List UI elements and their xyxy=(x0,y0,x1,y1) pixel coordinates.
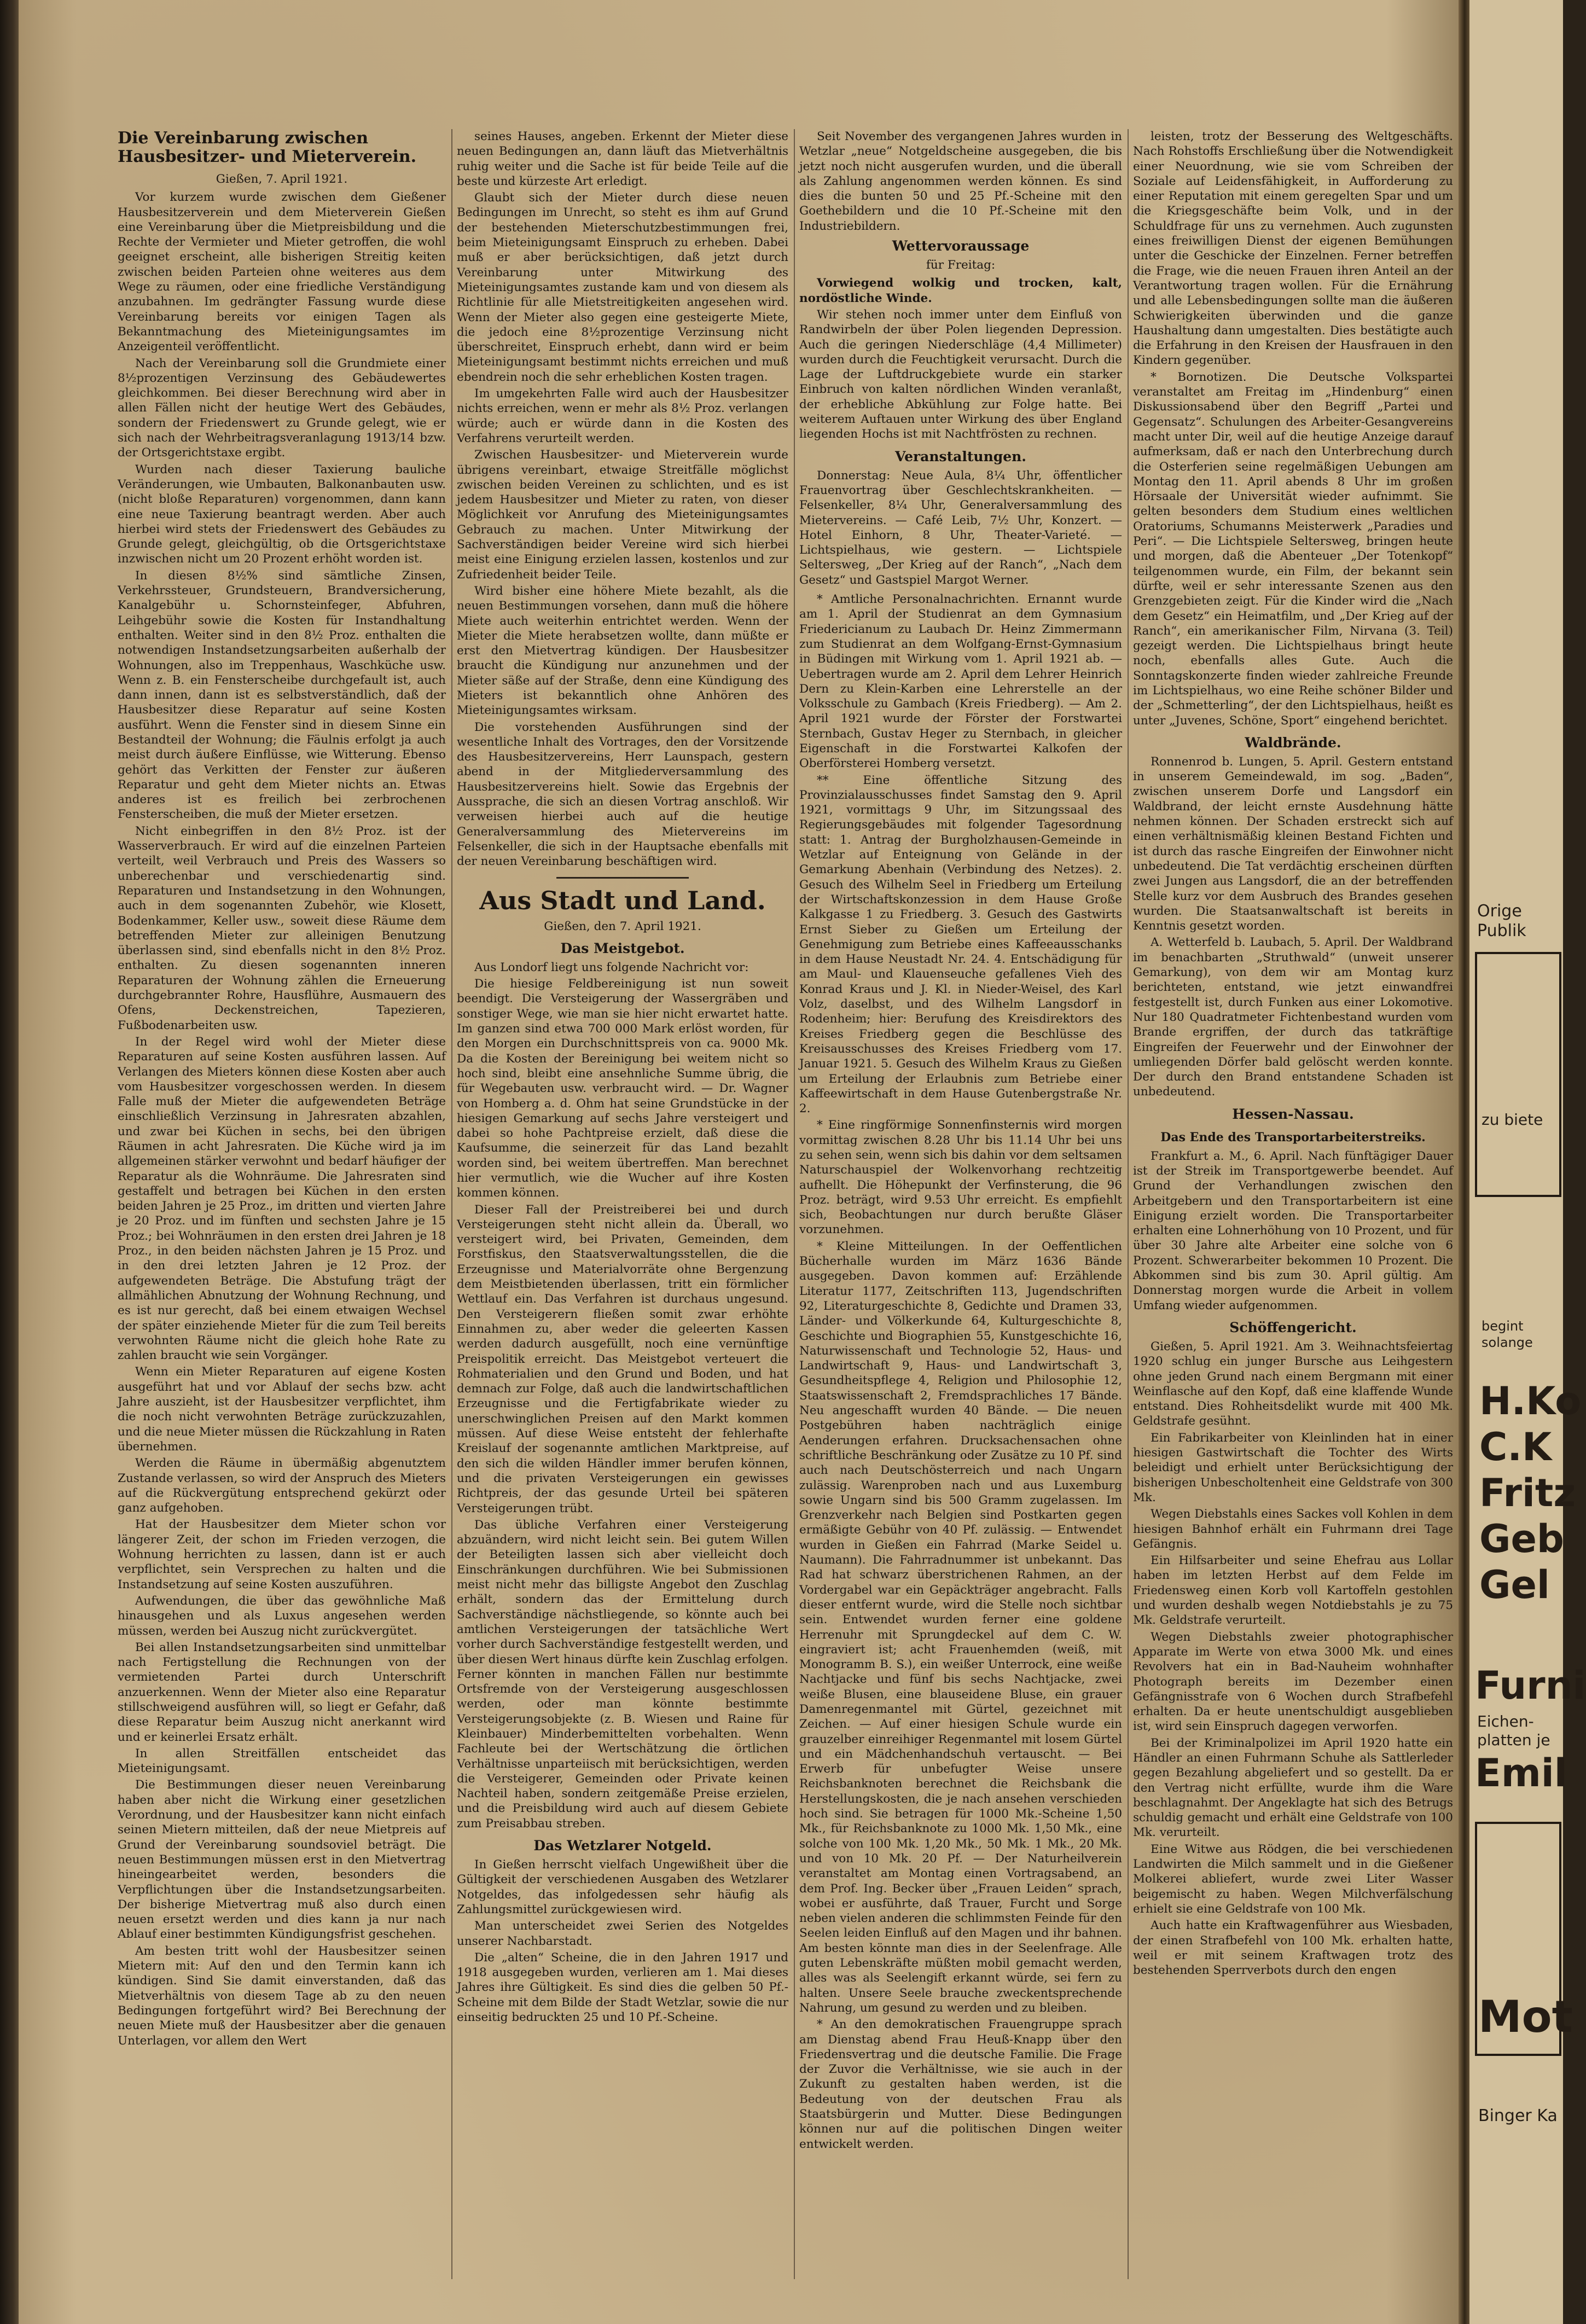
column-rule xyxy=(1128,129,1129,2279)
ad-fragment: Binger Ka xyxy=(1478,2106,1558,2125)
paragraph: * An den demokratischen Frauengruppe sprach am Dienstag abend Frau Heuß-Knapp über den Friedensvertrag und die deutsche Familie. Die Frage der Zuvor die Verhältnisse, wie sie auch in der Zukunft zu gestalten haben werden, ist die Bedeutung von der deutschen Frau als Staatsbürgerin und Mutter. Diese Bedingungen können nur auf die politischen Dingen weiter entwickelt werden. xyxy=(799,2018,1122,2151)
paragraph: Vor kurzem wurde zwischen dem Gießener Hausbesitzerverein und dem Mieterverein Gießen eine Vereinbarung über die Mietpreisbildung und die Rechte der Vermieter und Mieter getroffen, die wohl geeignet erscheint, alle bisherigen Streitig keiten zwischen beiden Parteien ohne weiteres aus dem Wege zu räumen, oder eine friedliche Verständigung anzubahnen. Im gedrängter Fassung wurde diese Vereinbarung bereits vor einigen Tagen als Bekanntmachung des Mieteinigungsamtes im Anzeigenteil veröffentlicht. xyxy=(118,190,446,354)
ad-fragment: zu biete xyxy=(1482,1111,1543,1129)
paragraph: leisten, trotz der Besserung des Weltgeschäfts. Nach Rohstoffs Erschließung über die Notwendigkeit einer Neuordnung, wie sie vom Schreiben der Soziale auf Leidensfähigkeit, in Aufforderung zu einer Reputation mit einem geregelten Spar und um die Kriegsgeschäfte beim Volk, und in der Schuldfrage für uns zu vernehmen. Auch zugunsten eines freiwilligen Dienst der eigenen Bemühungen unter die Geschicke der Einzelnen. Ferner betreffen die Frage, wie die neuen Frauen ihren Anteil an der Verantwortung tragen wollen. Für die Ernährung und alle Lebensbedingungen sollte man die äußeren Schwierigkeiten überwinden und die ganze Haushaltung dann umgestalten. Dies bestätigte auch die Erfahrung in den Kreisen der Hausfrauen in den Kindern gegenüber. xyxy=(1133,130,1453,368)
book-spine-left xyxy=(0,0,19,2324)
paragraph: Im umgekehrten Falle wird auch der Hausbesitzer nichts erreichen, wenn er mehr als 8½ Proz. verlangen würde; auch er würde dann in die Kosten des Verfahrens verurteilt werden. xyxy=(457,387,788,445)
ad-fragment: Orige xyxy=(1477,902,1522,921)
paragraph: Wegen Diebstahls zweier photographischer Apparate im Werte von etwa 3000 Mk. und eines Revolvers hat ein in Bad-Nauheim wohnhafter Photograph bereits im Dezember einen Gefängnisstrafe von 6 Wochen durch Strafbefehl erhalten. Da er heute unentschuldigt ausgeblieben ist, wird sein Einspruch dagegen verworfen. xyxy=(1133,1630,1453,1734)
paragraph: Gießen, 5. April 1921. Am 3. Weihnachtsfeiertag 1920 schlug ein junger Bursche aus Leihgestern ohne jeden Grund nach einem Bergmann mit einer Weinflasche auf den Kopf, daß eine klaffende Wunde entstand. Dies Rohheitsdelikt wurde mit 400 Mk. Geldstrafe gesühnt. xyxy=(1133,1339,1453,1428)
paragraph: In der Regel wird wohl der Mieter diese Reparaturen auf seine Kosten ausführen lassen. Auf Verlangen des Mieters können diese Kosten aber auch vom Hausbesitzer vorgeschossen werden. In diesem Falle muß der Mieter die aufgewendeten Beträge einschließlich Verzinsung in Jahresraten abzahlen, und zwar bei Küchen in sechs, bei den übrigen Räumen in acht Jahresraten. Die Küche wird ja im allgemeinen stärker verwohnt und bedarf häufiger der Reparatur als die Wohnräume. Die Jahresraten sind gestaffelt und betragen bei Küchen in den ersten beiden Jahren je 25 Proz., im dritten und vierten Jahre je 20 Proz. und im fünften und sechsten Jahre je 15 Proz.; bei Wohnräumen in den ersten drei Jahren je 18 Proz., in den beiden nächsten Jahren je 15 Proz. und in den drei letzten Jahren je 12 Proz. der aufgewendeten Beträge. Die Abstufung trägt der allmählichen Abnutzung der Wohnung Rechnung, und es ist nur gerecht, daß bei einem etwaigen Wechsel der später einziehende Mieter für die zum Teil bereits verwohnten Räume nicht die gleich hohe Rate zu zahlen braucht wie sein Vorgänger. xyxy=(118,1035,446,1363)
paragraph: Eine Witwe aus Rödgen, die bei verschiedenen Landwirten die Milch sammelt und in die Gießener Molkerei abliefert, wurde zwei Liter Wasser beigemischt zu haben. Wegen Milchverfälschung erhielt sie eine Geldstrafe von 100 Mk. xyxy=(1133,1842,1453,1916)
column-1 xyxy=(118,129,446,2296)
ad-fragment: Publik xyxy=(1477,921,1526,940)
paragraph: Zwischen Hausbesitzer- und Mieterverein wurde übrigens vereinbart, etwaige Streitfälle möglichst zwischen beiden Vereinen zu schlichten, und es ist jedem Hausbesitzer und Mieter zu raten, von dieser Möglichkeit vor Anrufung des Mieteinigungsamtes Gebrauch zu machen. Unter Mitwirkung der Sachverständigen beider Vereine wird sich hierbei meist eine Einigung erzielen lassen, kostenlos und zur Zufriedenheit beider Teile. xyxy=(457,448,788,582)
ad-fragment: begint xyxy=(1482,1318,1524,1334)
paragraph: * Eine ringförmige Sonnenfinsternis wird morgen vormittag zwischen 8.28 Uhr bis 11.14 Uhr bei uns zu sehen sein, wenn sich bis dahin vor dem seltsamen Naturschauspiel der Wolkenvorhang rechtzeitig aufhellt. Die Höhepunkt der Verfinsterung, die 96 Proz. beträgt, wird 9.53 Uhr erreicht. Es empfiehlt sich, Beobachtungen nur durch berußte Gläser vorzunehmen. xyxy=(799,1118,1122,1237)
article-title-waldbraende: Waldbrände. xyxy=(1245,734,1341,751)
paragraph: Frankfurt a. M., 6. April. Nach fünftägiger Dauer ist der Streik im Transportgewerbe beendet. Auf Grund der Verhandlungen zwischen den Arbeitgebern und den Transportarbeitern ist eine Einigung erzielt worden. Die Transportarbeiter erhalten eine Lohnerhöhung von 10 Prozent, und für über 30 Jahre alte Arbeiter eine solche von 6 Prozent. Schwerarbeiter bekommen 10 Prozent. Die Abkommen sind bis zum 30. April gültig. Am Donnerstag morgen wurde die Arbeit in vollem Umfang wieder aufgenommen. xyxy=(1133,1149,1453,1312)
paragraph: * Kleine Mitteilungen. In der Oeffentlichen Bücherhalle wurden im März 1636 Bände ausgegeben. Davon kommen auf: Erzählende Literatur 1177, Zeitschriften 113, Jugendschriften 92, Literaturgeschichte 8, Gedichte und Dramen 33, Länder- und Völkerkunde 64, Kulturgeschichte 8, Geschichte und Biographien 55, Kunstgeschichte 16, Naturwissenschaft und Technologie 52, Haus- und Landwirtschaft 9, Haus- und Landwirtschaft 3, Gesundheitspflege 4, Religion und Philosophie 12, Staatswissenschaft 2, Fremdsprachliches 17 Bände. Neu angeschafft wurden 40 Bände. — Die neuen Postgebühren haben nachträglich einige Aenderungen erfahren. Drucksachensachen ohne schriftliche Beschränkung oder Zusätze zu 10 Pf. sind auch nach Deutschösterreich und nach Ungarn zulässig. Warenproben nach und aus Luxemburg sowie Ungarn sind bis 500 Gramm zugelassen. Im Grenzverkehr nach Belgien sind Postkarten gegen ermäßigte Gebühr von 40 Pf. zulässig. — Entwendet wurden in Gießen ein Fahrrad (Marke Seidel u. Naumann). Die Fahrradnummer ist unbekannt. Das Rad hat schwarz überstrichenen Rahmen, an der Vordergabel war ein Gepäckträger angebracht. Falls dieser entfernt wurde, wird die Stelle noch sichtbar sein. Entwendet wurden ferner eine goldene Herrenuhr mit Sprungdeckel auf dem C. W. eingraviert ist; acht Frauenhemden (weiß, mit Monogramm B. S.), ein weißer Unterrock, eine weiße Nachtjacke und fünf bis sechs Nachtjacke, zwei weiße Blusen, eine blauseidene Bluse, ein grauer Damenregenmantel mit Gürtel, gezeichnet mit Zeichen. — Auf einer hiesigen Schule wurde ein grauzelber einreihiger Regenmantel mit losem Gürtel und ein Mädchenhandschuh vertauscht. — Bei Erwerb für unbefugter Weise unsere Reichsbanknoten berechnet die Reichsbank die Herstellungskosten, die je nach ansehen verschieden hoch sind. Sie betragen für 1000 Mk.-Scheine 1,50 Mk., für Reichsbanknote zu 1000 Mk. 1,50 Mk., eine solche von 100 Mk. 1,20 Mk., 50 Mk. 1 Mk., 20 Mk. und von 10 Mk. 20 Pf. — Der Naturheilverein veranstaltet am Montag einen Vortragsabend, an dem Prof. Ing. Becker über „Frauen Leiden“ sprach, wobei er ausführte, daß Trauer, Furcht und Sorge neben vielen anderen die schlimmsten Feinde für den Seelen leiden Einfluß auf den Magen und ihr bahnen. Am besten könnte man dies in der Seelenfrage. Alle guten Lebenskräfte müßten mobil gemacht werden, alles was als Seelengift erkannt würde, sei fern zu halten. Unsere Seele brauche zweckentsprechende Nahrung, um gesund zu werden und zu bleiben. xyxy=(799,1239,1122,2015)
paragraph: Auch hatte ein Kraftwagenführer aus Wiesbaden, der einen Strafbefehl von 100 Mk. erhalten hatte, weil er mit seinem Kraftwagen trotz des bestehenden Sperrverbots durch den engen xyxy=(1133,1919,1453,1978)
ad-fragment: Geb xyxy=(1479,1517,1565,1561)
weather-title: Wettervoraussage xyxy=(892,238,1030,254)
paragraph: ** Eine öffentliche Sitzung des Provinzialausschusses findet Samstag den 9. April 1921, vormittags 9 Uhr, im Sitzungssaal des Regierungsgebäudes mit folgender Tagesordnung statt: 1. Antrag der Burgholzhausen-Gemeinde in Wetzlar auf Enteignung von Gelände in der Gemarkung Abenhain (Verbindung des Netzes). 2. Gesuch des Wilhelm Seel in Friedberg um Erteilung der Wirtschaftskonzession in dem Hause Große Kalkgasse 1 zu Friedberg. 3. Gesuch des Gastwirts Ernst Sieber zu Gießen um Erteilung der Genehmigung zum Betriebe eines Kaffeeausschanks in dem Hause Neustadt Nr. 24. 4. Entschädigung für am Maul- und Klauenseuche gefallenes Vieh des Konrad Kraus und J. Kl. in Nieder-Weisel, des Karl Volz, daselbst, und des Wilhelm Langsdorf in Rodenheim; hier: Berufung des Kreisdirektors des Kreises Friedberg gegen die Beschlüsse des Kreisausschusses des Kreises Friedberg vom 17. Januar 1921. 5. Gesuch des Wilhelm Kraus zu Gießen um Erteilung der Erlaubnis zum Betriebe einer Kaffeewirtschaft in dem Hause Gutenbergstraße Nr. 2. xyxy=(799,773,1122,1116)
paragraph: A. Wetterfeld b. Laubach, 5. April. Der Waldbrand im benachbarten „Struthwald“ (unweit unserer Gemarkung), von dem wir am Montag kurz berichteten, entstand, wie jetzt einwandfrei festgestellt ist, durch Funken aus einer Lokomotive. Nur 180 Quadratmeter Fichtenbestand wurden vom Brande ergriffen, der durch das tatkräftige Eingreifen der Feuerwehr und der Einwohner der umliegenden Dörfer bald gelöscht werden konnte. Der durch den Brand entstandene Schaden ist unbedeutend. xyxy=(1133,936,1453,1099)
ad-fragment: Furni xyxy=(1475,1663,1586,1708)
article-title-streik: Das Ende des Transportarbeiterstreiks. xyxy=(1160,1130,1426,1144)
paragraph: Nicht einbegriffen in den 8½ Proz. ist der Wasserverbrauch. Er wird auf die einzelnen Parteien verteilt, weil Verbrauch und Preis des Wassers so unberechenbar und verschiedenartig sind. Reparaturen und Instandsetzung in den Wohnungen, auch in dem sogenannten Zubehör, wie Klosett, Bodenkammer, Keller usw., soweit diese Räume dem betreffenden Mieter zur alleinigen Benutzung überlassen sind, sind ebenfalls nicht in den 8½ Proz. enthalten. Zu diesen sogenannten inneren Reparaturen der Wohnung zählen die Erneuerung durchgebrannter Rohre, Hausflühre, Ausmauern des Ofens, Deckenstreichen, Tapezieren, Fußbodenarbeiten usw. xyxy=(118,824,446,1032)
paragraph: Bei allen Instandsetzungsarbeiten sind unmittelbar nach Fertigstellung die Rechnungen von der vermietenden Partei durch Unterschrift anzuerkennen. Wenn der Mieter also eine Reparatur stillschweigend ausführen will, so liegt er Gefahr, daß diese Reparatur beim Auszug nicht anerkannt wird und er keinerlei Ersatz erhält. xyxy=(118,1640,446,1744)
book-gutter xyxy=(1459,0,1469,2324)
paragraph: Hat der Hausbesitzer dem Mieter schon vor längerer Zeit, der schon im Frieden verzogen, die Wohnung herrichten zu lassen, dann ist er auch verpflichtet, sein Versprechen zu halten und die Instandsetzung auf seine Kosten auszuführen. xyxy=(118,1518,446,1591)
paragraph: Seit November des vergangenen Jahres wurden in Wetzlar „neue“ Notgeldscheine ausgegeben, die bis jetzt noch nicht ausgerufen wurden, und die überall als Zahlung angenommen werden können. Es sind dies die bunten 50 und 25 Pf.-Scheine mit den Goethebildern und die 10 Pf.-Scheine mit den Industriebildern. xyxy=(799,130,1122,233)
article-headline-vereinbarung: Die Vereinbarung zwischen Hausbesitzer- und Mieterverein. xyxy=(118,129,417,166)
next-page-fragment xyxy=(1469,0,1586,2324)
paragraph: Wird bisher eine höhere Miete bezahlt, als die neuen Bestimmungen vorsehen, dann muß die höhere Miete auch weiterhin entrichtet werden. Wenn der Mieter die Miete herabsetzen wollte, dann müßte er erst den Mietvertrag kündigen. Der Hausbesitzer braucht die Kündigung nur anzunehmen und der Mieter säße auf der Straße, denn eine Kündigung des Mieters ist bekanntlich ohne Anhören des Mieteinigungsamtes wirksam. xyxy=(457,584,788,718)
article-title-notgeld: Das Wetzlarer Notgeld. xyxy=(533,1838,712,1854)
column-rule xyxy=(794,129,795,2279)
paragraph: In Gießen herrscht vielfach Ungewißheit über die Gültigkeit der verschiedenen Ausgaben des Wetzlarer Notgeldes, das infolgedessen sehr häufig als Zahlungsmittel zurückgewiesen wird. xyxy=(457,1858,788,1916)
section-title-stadt-und-land: Aus Stadt und Land. xyxy=(479,885,766,915)
paragraph: Ronnenrod b. Lungen, 5. April. Gestern entstand in unserem Gemeindewald, im sog. „Baden“, zwischen unserem Dorfe und Langsdorf ein Waldbrand, der leicht ernste Ausdehnung hätte nehmen können. Der Schaden erstreckt sich auf einen verhältnismäßig kleinen Bestand Fichten und ist durch das rasche Eingreifen der Einwohner nicht unbedeutend. Die Tat verdächtig erscheinen dürften zwei Jungen aus Langsdorf, die an der betreffenden Stelle kurz vor dem Ausbruch des Brandes gesehen wurden. Die Staatsanwaltschaft ist bereits in Kenntnis gesetzt worden. xyxy=(1133,754,1453,933)
ad-fragment: Mot xyxy=(1478,1991,1573,2042)
paragraph: Vorwiegend wolkig und trocken, kalt, nordöstliche Winde. xyxy=(799,276,1122,305)
paragraph: In allen Streitfällen entscheidet das Mieteinigungsamt. xyxy=(118,1746,446,1776)
paragraph: Donnerstag: Neue Aula, 8¼ Uhr, öffentlicher Frauenvortrag über Geschlechtskrankheiten. — Felsenkeller, 8¼ Uhr, Generalversammlung des Mietervereins. — Café Leib, 7½ Uhr, Konzert. — Hotel Einhorn, 8 Uhr, Theater-Varieté. — Lichtspielhaus, wie gestern. — Lichtspiele Seltersweg, „Der Krieg auf der Ranch“, „Nach dem Gesetz“ und Gastspiel Margot Werner. xyxy=(799,468,1122,587)
paragraph: Wir stehen noch immer unter dem Einfluß von Randwirbeln der über Polen liegenden Depression. Auch die geringen Niederschläge (4,4 Millimeter) wurden durch die Feuchtigkeit verursacht. Durch die Lage der Luftdruckgebiete wurde ein starker Einbruch von kalten nördlichen Winden veranlaßt, der erhebliche Abkühlung zur Folge hatte. Bei weiterem Auftauen unter Wirkung des über England liegenden Hochs ist mit Nachtfrösten zu rechnen. xyxy=(799,307,1122,441)
ad-fragment: solange xyxy=(1482,1335,1533,1350)
paragraph: Glaubt sich der Mieter durch diese neuen Bedingungen im Unrecht, so steht es ihm auf Grund der bestehenden Mieterschutzbestimmungen frei, beim Mieteinigungsamt Einspruch zu erheben. Dabei muß er aber berücksichtigen, daß jetzt durch Vereinbarung unter Mitwirkung des Mieteinigungsamtes zustande kam und von diesem als Richtlinie für alle Mietstreitigkeiten angesehen wird. Wenn der Mieter also gegen eine gesteigerte Miete, die jedoch eine 8½prozentige Verzinsung nicht überschreitet, Einspruch erhebt, dann wird er beim Mieteinigungsamt bestimmt nichts erreichen und muß ebendrein noch die sehr erheblichen Kosten tragen. xyxy=(457,191,788,384)
paragraph: Die vorstehenden Ausführungen sind der wesentliche Inhalt des Vortrages, den der Vorsitzende des Hausbesitzervereins, Herr Launspach, gestern abend in der Mitgliederversammlung des Hausbesitzervereins hielt. Sowie das Ergebnis der Aussprache, die sich an diesen Vortrag anschloß. Wir verweisen hierbei auch auf die heutige Generalversammlung des Mietervereins im Felsenkeller, die sich in der Hauptsache ebenfalls mit der neuen Vereinbarung beschäftigen wird. xyxy=(457,720,788,869)
paragraph: Bei der Kriminalpolizei im April 1920 hatte ein Händler an einen Fuhrmann Schuhe als Sattlerleder gegen Bezahlung abgeliefert und so gestellt. Da er den Vertrag nicht erfüllte, wurde ihm die Ware beschlagnahmt. Der Angeklagte hat sich des Betrugs schuldig gemacht und erhält eine Geldstrafe von 100 Mk. verurteilt. xyxy=(1133,1736,1453,1840)
paragraph: In diesen 8½% sind sämtliche Zinsen, Verkehrssteuer, Grundsteuern, Brandversicherung, Kanalgebühr u. Schornsteinfeger, Abfuhren, Leihgebühr sowie die Kosten für Instandhaltung enthalten. Weiter sind in den 8½ Proz. enthalten die notwendigen Instandsetzungsarbeiten außerhalb der Wohnungen, also im Treppenhaus, Waschküche usw. Wenn z. B. ein Fensterscheibe durchgefault ist, auch dann innen, dann ist es selbstverständlich, daß der Hausbesitzer diese Reparatur auf seine Kosten ausführt. Wenn die Fenster sind in diesem Sinne ein Bestandteil der Wohnung; die Fäulnis erfolgt ja auch meist durch äußere Einflüsse, wie Witterung. Ebenso gehört das Verkitten der Fenster zur äußeren Reparatur und geht dem Mieter nichts an. Etwas anderes ist es freilich bei zerbrochenen Fensterscheiben, die muß der Mieter ersetzen. xyxy=(118,568,446,822)
weather-subtitle: für Freitag: xyxy=(926,258,996,272)
paragraph: Man unterscheidet zwei Serien des Notgeldes unserer Nachbarstadt. xyxy=(457,1919,788,1948)
ad-box xyxy=(1475,952,1561,1197)
paragraph: seines Hauses, angeben. Erkennt der Mieter diese neuen Bedingungen an, dann läuft das Mietverhältnis ruhig weiter und die Sache ist für beide Teile auf die beste und kürzeste Art erledigt. xyxy=(457,130,788,188)
paragraph: * Amtliche Personalnachrichten. Ernannt wurde am 1. April der Studienrat an dem Gymnasium Friedericianum zu Laubach Dr. Heinz Zimmermann zum Studienrat an dem Wolfgang-Ernst-Gymnasium in Büdingen mit Wirkung vom 1. April 1921 ab. — Uebertragen wurde am 2. April dem Lehrer Heinrich Dern zu Klein-Karben eine Lehrerstelle an der Volksschule zu Gambach (Kreis Friedberg). — Am 2. April 1921 wurde der Förster der Forstwartei Sternbach, Gustav Heger zu Sternbach, in gleicher Eigenschaft in die Forstwartei Kalkofen der Oberförsterei Homberg versetzt. xyxy=(799,592,1122,771)
paragraph: * Bornotizen. Die Deutsche Volkspartei veranstaltet am Freitag im „Hindenburg“ einen Diskussionsabend über den Begriff „Partei und Gegensatz“. Schulungen des Arbeiter-Gesangvereins macht unter Dir, weil auf die heutige Anzeige darauf aufmerksam, daß er nach den Unterbrechung durch die Osterferien seine regelmäßigen Uebungen am Montag den 11. April abends 8 Uhr im großen Hörsaale der Universität wieder aufnimmt. Sie gelten besonders dem Studium eines weltlichen Oratoriums, Schumanns Meisterwerk „Paradies und Peri“. — Die Lichtspiele Seltersweg, bringen heute und morgen, daß die Abenteuer „Der Totenkopf“ teilgenommen wurde, ein Film, der bekannt sein dürfte, weil er sehr interessante Szenen aus den Grenzgebieten zeigt. Für die Kinder wird die „Nach dem Gesetz“ ein Heimatfilm, und „Der Krieg auf der Ranch“, ein amerikanischer Film, Nirvana (3. Teil) gezeigt werden. Die Lichtspielhaus bringt heute noch, ebenfalls alles Gute. Auch die Sonntagskonzerte finden wieder zahlreiche Freunde im Lichtspielhaus, wo eine Reihe schöner Bilder und der „Schmetterling“, der den Lichtspielhaus, heißt es unter „Juvenes, Schöne, Sport“ eingehend berichtet. xyxy=(1133,370,1453,728)
ad-fragment: C.K xyxy=(1479,1425,1552,1469)
paragraph: Wurden nach dieser Taxierung bauliche Veränderungen, wie Umbauten, Balkonanbauten usw. (nicht bloße Reparaturen) vorgenommen, dann kann eine neue Taxierung beantragt werden. Aber auch hierbei wird stets der Friedenswert des Gebäudes zu Grunde gelegt, gleichgültig, ob die Ortsgerichtstaxe inzwischen nicht um 20 Prozent erhöht worden ist. xyxy=(118,462,446,566)
column-rule xyxy=(451,129,452,2279)
paragraph: Ein Hilfsarbeiter und seine Ehefrau aus Lollar haben im letzten Herbst auf dem Felde im Friedensweg einen Korb voll Kartoffeln gestohlen und wurden deshalb wegen Notdiebstahls je zu 75 Mk. Geldstrafe verurteilt. xyxy=(1133,1554,1453,1628)
paragraph: Werden die Räume in übermäßig abgenutztem Zustande verlassen, so wird der Anspruch des Mieters auf die Rückvergütung entsprechend gekürzt oder ganz aufgehoben. xyxy=(118,1456,446,1515)
paragraph: Die „alten“ Scheine, die in den Jahren 1917 und 1918 ausgegeben wurden, verlieren am 1. Mai dieses Jahres ihre Gültigkeit. Es sind dies die gelben 50 Pf.-Scheine mit dem Bilde der Stadt Wetzlar, sowie die nur einseitig bedruckten 25 und 10 Pf.-Scheine. xyxy=(457,1950,788,2025)
paragraph: Die hiesige Feldbereinigung ist nun soweit beendigt. Die Versteigerung der Wassergräben und sonstiger Wege, wie man sie hier nicht erwartet hatte. Im ganzen sind etwa 700 000 Mark erlöst worden, für den Morgen ein Durchschnittspreis von ca. 9000 Mk. Da die Kosten der Bereinigung bei weitem nicht so hoch sind, bleibt eine ansehnliche Summe übrig, die für Wegebauten usw. verbraucht wird. — Dr. Wagner von Homberg a. d. Ohm hat seine Grundstücke in der hiesigen Gemarkung auf sechs Jahre versteigert und dabei so hohe Pachtpreise erzielt, daß diese die Kaufsumme, die seinerzeit für das Land bezahlt worden sind, bei weitem übertreffen. Man berechnet hier vermutlich, wie die Wucher auf ihre Kosten kommen können. xyxy=(457,977,788,1200)
paragraph: Wegen Diebstahls eines Sackes voll Kohlen in dem hiesigen Bahnhof erhält ein Fuhrmann drei Tage Gefängnis. xyxy=(1133,1507,1453,1551)
dateline: Gießen, den 7. April 1921. xyxy=(544,919,701,933)
article-title-schoeffengericht: Schöffengericht. xyxy=(1229,1319,1357,1335)
paragraph: Wenn ein Mieter Reparaturen auf eigene Kosten ausgeführt hat und vor Ablauf der sechs bzw. acht Jahre auszieht, ist der Hausbesitzer verpflichtet, ihm die noch nicht verwohnten Beträge zurückzuzahlen, und die neue Mieter müssen die Rückzahlung in Raten übernehmen. xyxy=(118,1365,446,1454)
events-title: Veranstaltungen. xyxy=(894,448,1027,464)
paragraph: Am besten tritt wohl der Hausbesitzer seinen Mietern mit: Auf den und den Termin kann ich kündigen. Sind Sie damit einverstanden, daß das Mietverhältnis von diesem Tage ab zu den neuen Bedingungen fortgeführt wird? Bei Berechnung der neuen Miete muß der Hausbesitzer aber die genauen Unterlagen, vor allem den Wert xyxy=(118,1944,446,2048)
ad-fragment: platten je xyxy=(1477,1731,1550,1749)
paragraph: Das übliche Verfahren einer Versteigerung abzuändern, wird nicht leicht sein. Bei gutem Willen der Beteiligten lassen sich aber vielleicht doch Einschränkungen durchführen. Wie bei Submissionen meist nicht mehr das billigste Angebot den Zuschlag erhält, sondern das der Ermittelung durch Sachverständige nächstliegende, so könnte auch bei amtlichen Versteigerungen der tatsächliche Wert vorher durch Sachverständige festgestellt werden, und über diesen Wert hinaus dürfte kein Zuschlag erfolgen. Ferner könnten in manchen Fällen nur bestimmte Ortsfremde von der Versteigerung ausgeschlossen werden, oder man könnte bestimmte Versteigerungsobjekte (z. B. Wiesen und Raine für Kleinbauer) Minderbemittelten vorbehalten. Wenn Fachleute bei der Wertschätzung die örtlichen Verhältnisse unparteiisch mit berücksichtigen, werden die Versteigerer, Gemeinden oder Private keinen Nachteil haben, sondern zeitgemäße Preise erzielen, und die Preisbildung wird auch auf diesem Gebiete zum Preisabbau streben. xyxy=(457,1518,788,1831)
ad-fragment: Gel xyxy=(1479,1562,1550,1607)
paragraph: Die Bestimmungen dieser neuen Vereinbarung haben aber nicht die Wirkung einer gesetzlichen Verordnung, und der Hausbesitzer kann nicht einfach seinen Mietern mitteilen, daß der neue Mietpreis auf Grund der Vereinbarung soundsoviel beträgt. Die neuen Bestimmungen müssen erst in den Mietvertrag hineingearbeitet werden, besonders die Verpflichtungen über die Instandsetzungsarbeiten. Der bisherige Mietvertrag muß also durch einen neuen ersetzt werden und dies kann ja nur nach Ablauf einer bestimmten Kündigungsfrist geschehen. xyxy=(118,1778,446,1942)
region-title-hessen-nassau: Hessen-Nassau. xyxy=(1232,1106,1354,1122)
paragraph: Aufwendungen, die über das gewöhnliche Maß hinausgehen und als Luxus angesehen werden müssen, werden bei Auszug nicht zurückvergütet. xyxy=(118,1594,446,1638)
paragraph: Nach der Vereinbarung soll die Grundmiete einer 8½prozentigen Verzinsung des Gebäudewertes gleichkommen. Bei dieser Berechnung wird aber in allen Fällen nicht der heutige Wert des Gebäudes, sondern der Friedenswert zu Grunde gelegt, wie er sich nach der Wehrbeitragsveranlagung 1913/14 bzw. der Ortsgerichtstaxe ergibt. xyxy=(118,356,446,460)
ad-fragment: Eichen- xyxy=(1477,1712,1534,1730)
paragraph: Ein Fabrikarbeiter von Kleinlinden hat in einer hiesigen Gastwirtschaft die Tochter des Wirts beleidigt und erhielt unter Berücksichtigung der bisherigen Unbescholtenheit eine Geldstrafe von 300 Mk. xyxy=(1133,1431,1453,1504)
column-3 xyxy=(799,129,1122,2296)
column-4 xyxy=(1133,129,1453,2296)
paragraph: Aus Londorf liegt uns folgende Nachricht vor: xyxy=(474,960,749,974)
ad-fragment: Emil xyxy=(1475,1751,1567,1796)
column-2 xyxy=(457,129,788,2296)
section-divider xyxy=(556,877,689,879)
ad-fragment: Fritz xyxy=(1479,1471,1576,1515)
paragraph: Dieser Fall der Preistreiberei bei und durch Versteigerungen steht nicht allein da. Überall, wo versteigert wird, bei Privaten, Gemeinden, dem Forstfiskus, den Staatsverwaltungsstellen, die die Erzeugnisse und Materialvorräte ohne Bergenzung dem Meistbietenden überlassen, tritt ein förmlicher Wettlauf ein. Das Verfahren ist durchaus ungesund. Den Versteigerern fließen somit zwar erhöhte Einnahmen zu, aber weder die geleerten Kassen werden dadurch ausgefüllt, noch eine vernünftige Preispolitik erreicht. Das Meistgebot verteuert die Rohmaterialien und den Grund und Boden, und hat demnach zur Folge, daß auch die landwirtschaftlichen Erzeugnisse und die Fertigfabrikate wieder zu unerschwinglichen Preisen auf den Markt kommen müssen. Auf diese Weise entsteht der fehlerhafte Kreislauf der sogenannte amtlichen Marktpreise, auf den sich die wilden Händler immer berufen können, und die privaten Versteigerungen ein gewisses Richtpreis, der das gesunde Urteil bei späteren Versteigerungen trübt. xyxy=(457,1202,788,1515)
dateline: Gießen, 7. April 1921. xyxy=(216,172,348,186)
ad-fragment: H.Ko xyxy=(1479,1379,1582,1424)
article-title-meistgebot: Das Meistgebot. xyxy=(560,940,685,956)
